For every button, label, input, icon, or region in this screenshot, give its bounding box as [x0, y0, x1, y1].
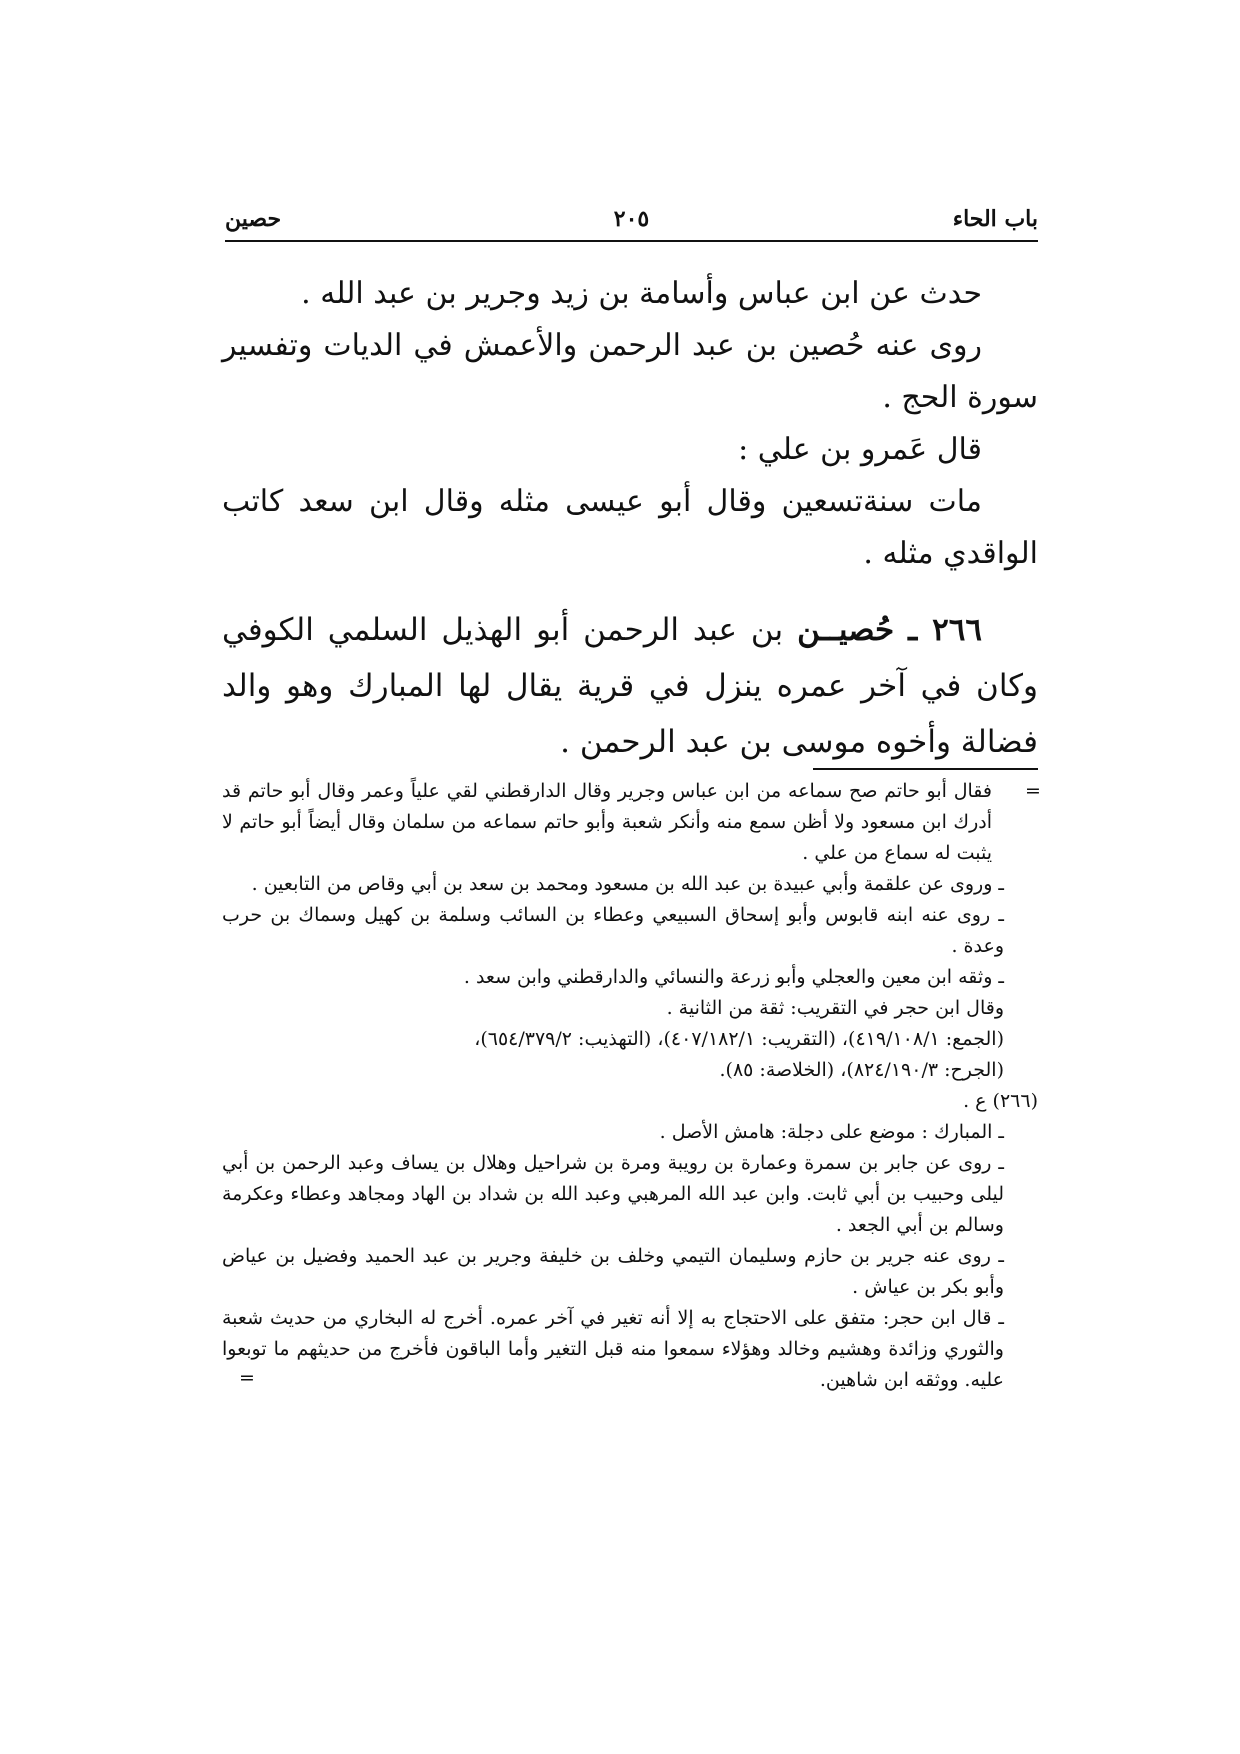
- entry-number: ٢٦٦ ـ: [908, 612, 983, 648]
- footnote-reference: (الجرح: ٨٢٤/١٩٠/٣)، (الخلاصة: ٨٥).: [719, 1059, 1004, 1081]
- page-number: ٢٠٥: [613, 206, 650, 232]
- main-text: [222, 268, 1038, 770]
- footnote-line: وقال ابن حجر في التقريب: ثقة من الثانية .: [666, 997, 1004, 1019]
- footnote-line: ـ روى عن جابر بن سمرة وعمارة بن رويبة ومرة بن شراحيل وهلال بن يساف وعبد الرحمن بن أبي ليلى وحبيب بن أبي ثابت. وابن عبد الله المرهبي وعبد الله بن شداد بن الهاد ومجاهد وعطاء وعكرمة وسالم بن أبي الجعد .: [222, 1152, 1004, 1236]
- footnote-line: فقال أبو حاتم صح سماعه من ابن عباس وجرير وقال الدارقطني لقي علياً وعمر وقال أبو حاتم قد أدرك ابن مسعود ولا أظن سمع منه وأنكر شعبة وأبو حاتم سماعه من سلمان وقال أيضاً أبو حاتم لا يثبت له سماع من علي .: [222, 780, 993, 864]
- footnote-line: ـ المبارك : موضع على دجلة: هامش الأصل .: [659, 1121, 1004, 1143]
- entry-text: بن عبد الرحمن أبو الهذيل السلمي الكوفي وكان في آخر عمره ينزل في قرية يقال لها المبارك وهو والد فضالة وأخوه موسى بن عبد الرحمن .: [222, 612, 1038, 760]
- footnote-line: ـ وثقه ابن معين والعجلي وأبو زرعة والنسائي والدارقطني وابن سعد .: [463, 966, 1004, 988]
- header-keyword: حصين: [225, 206, 282, 232]
- running-head: [225, 200, 1038, 240]
- footnote-reference: (الجمع: ٤١٩/١٠٨/١)، (التقريب: ٤٠٧/١٨٢/١)، (التهذيب: ٦٥٤/٣٧٩/٢)،: [474, 1028, 1004, 1050]
- continuation-mark-start: =: [1025, 780, 1041, 802]
- footnote-rule: [813, 768, 1038, 770]
- footnote-line: ـ روى عنه ابنه قابوس وأبو إسحاق السبيعي وعطاء بن السائب وسلمة بن كهيل وسماك بن حرب وعدة .: [222, 904, 1004, 957]
- paragraph-2: روى عنه حُصين بن عبد الرحمن والأعمش في الديات وتفسير سورة الحج .: [222, 328, 1038, 415]
- paragraph-3: قال عَمرو بن علي :: [738, 432, 982, 467]
- entry-266: [222, 602, 1038, 770]
- footnotes: [222, 776, 1041, 1396]
- chapter-title: باب الحاء: [952, 206, 1038, 232]
- footnote-line: ـ روى عنه جرير بن حازم وسليمان التيمي وخلف بن خليفة وجرير بن عبد الحميد وفضيل بن عياض وأبو بكر بن عياش .: [222, 1245, 1004, 1298]
- continuation-mark-end: =: [239, 1367, 255, 1389]
- paragraph-1: حدث عن ابن عباس وأسامة بن زيد وجرير بن عبد الله .: [301, 276, 982, 311]
- entry-name: حُصيــن: [797, 612, 895, 648]
- footnote-entry-ref: (٢٦٦) ع .: [963, 1090, 1038, 1112]
- footnote-line: ـ وروى عن علقمة وأبي عبيدة بن عبد الله بن مسعود ومحمد بن سعد بن أبي وقاص من التابعين .: [251, 873, 1004, 895]
- paragraph-4: مات سنةتسعين وقال أبو عيسى مثله وقال ابن سعد كاتب الواقدي مثله .: [222, 484, 1038, 571]
- header-rule: [225, 240, 1038, 242]
- footnote-line: ـ قال ابن حجر: متفق على الاحتجاج به إلا أنه تغير في آخر عمره. أخرج له البخاري من حديث شعبة والثوري وزائدة وهشيم وخالد وهؤلاء سمعوا منه قبل التغير وأما الباقون فأخرج من حديثهم ما توبعوا عليه. ووثقه ابن شاهين.: [222, 1307, 1005, 1391]
